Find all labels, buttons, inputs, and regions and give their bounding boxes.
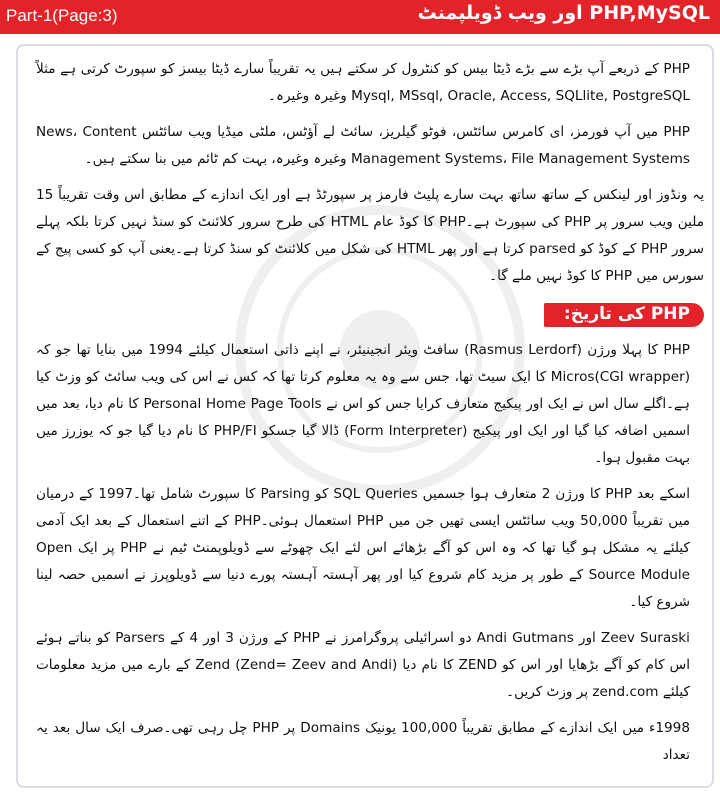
paragraph-platforms: یہ ونڈوز اور لینکس کے ساتھ ساتھ بہت سارے پلیٹ فارمز پر سپورٹڈ ہے اور ایک اندازے کے مطابق اس وقت تقریباً 15 ملین ویب سرور پر PHP کی سپورٹ ہے۔PHP کا کوڈ عام HTML کی طرح سرور کلائنٹ کو سنڈ نہیں کرتا بلکہ پہلے سرور PHP کے کوڈ کو parsed کرتا ہے اور پھر HTML کی شکل میں کلائنٹ کو سنڈ کرتا ہے۔یعنی آپ کو کسی پیج کے سورس میں PHP کا کوڈ نہیں ملے گا۔ bbox=[36, 187, 705, 284]
history-paragraph-version2: اسکے بعد PHP کا ورژن 2 متعارف ہوا جسمیں SQL Queries کو Parsing کا سپورٹ شامل تھا۔1997 کے درمیان میں تقریباً 50,000 ویب سائٹس ایسی تھیں جن میں PHP استعمال ہوئی۔PHP کے اتنے استعمال کے بعد ایک آدمی کیلئے یہ مشکل ہو گیا تھا کہ وہ اس کو آگے بڑھائے اس لئے ایک چھوٹے سے ڈویلوپمنٹ ٹیم نے PHP پر ایک Open Source Module کے طور پر مزید کام شروع کیا اور پھر آہستہ آہستہ پورے دنیا سے ڈویلوپرز نے اسمیں حصہ لینا شروع کیا۔ bbox=[36, 486, 690, 610]
page-header bbox=[0, 0, 720, 34]
history-heading-wrap bbox=[36, 299, 704, 337]
history-paragraph-zend: Zeev Suraski اور Andi Gutmans دو اسرائیلی پروگرامرز نے PHP کے ورژن 3 اور 4 کے Parsers کو بناتے ہوئے اس کام کو آگے بڑھایا اور اس کو ZEND کا نام دیا (Zend= Zeev and Andi) Zend کے بارے میں مزید معلومات کیلئے zend.com پر وزٹ کریں۔ bbox=[36, 630, 690, 700]
part-page-label: Part-1(Page:3) bbox=[6, 6, 118, 25]
history-paragraph-origin: PHP کا پہلا ورژن (Rasmus Lerdorf) سافٹ ویئر انجینیئر، نے اپنے ذاتی استعمال کیلئے 1994 میں بنایا تھا جو کہ (Micros(CGI wrapper کا ایک سیٹ تھا، جس سے وہ یہ معلوم کرتا تھا کہ کس نے اس کی ویب سائٹ کو وزٹ کیا ہے۔اگلے سال اس نے ایک اور پیکیج متعارف کرایا جس کو اس نے Personal Home Page Tools کا نام دیا، بعد میں اسمیں اضافہ کیا گیا اور ایک اور پیکیج (Form Interpreter) ڈالا گیا جسکو PHP/FI کا نام دیا گیا جو کہ یوزرز میں بہت مقبول ہوا۔ bbox=[36, 342, 690, 466]
page-title: PHP,MySQL اور ویب ڈویلپمنٹ bbox=[417, 2, 710, 24]
history-paragraph-1998: 1998ء میں ایک اندازے کے مطابق تقریباً 100,000 یونیک Domains پر PHP چل رہی تھی۔صرف ایک سال بعد یہ تعداد bbox=[36, 720, 690, 763]
paragraph-database-support: PHP کے ذریعے آپ بڑے سے بڑے ڈیٹا بیس کو کنٹرول کر سکتے ہیں یہ تقریباً سارے ڈیٹا بیسز کو سپورٹ کرتی ہے مثلاً Mysql, MSsql, Oracle, Access, SQLlite, PostgreSQL وغیرہ وغیرہ۔ bbox=[36, 61, 690, 104]
article-body bbox=[36, 56, 704, 778]
section-heading-history: PHP کی تاریخ: bbox=[544, 303, 704, 327]
paragraph-use-cases: PHP میں آپ فورمز، ای کامرس سائٹس، فوٹو گیلریز، سائٹ لے آؤٹس، ملٹی میڈیا ویب سائٹس News، Content Management Systems، File Management Systems وغیرہ وغیرہ، بہت کم ٹائم میں بنا سکتے ہیں۔ bbox=[36, 124, 690, 167]
